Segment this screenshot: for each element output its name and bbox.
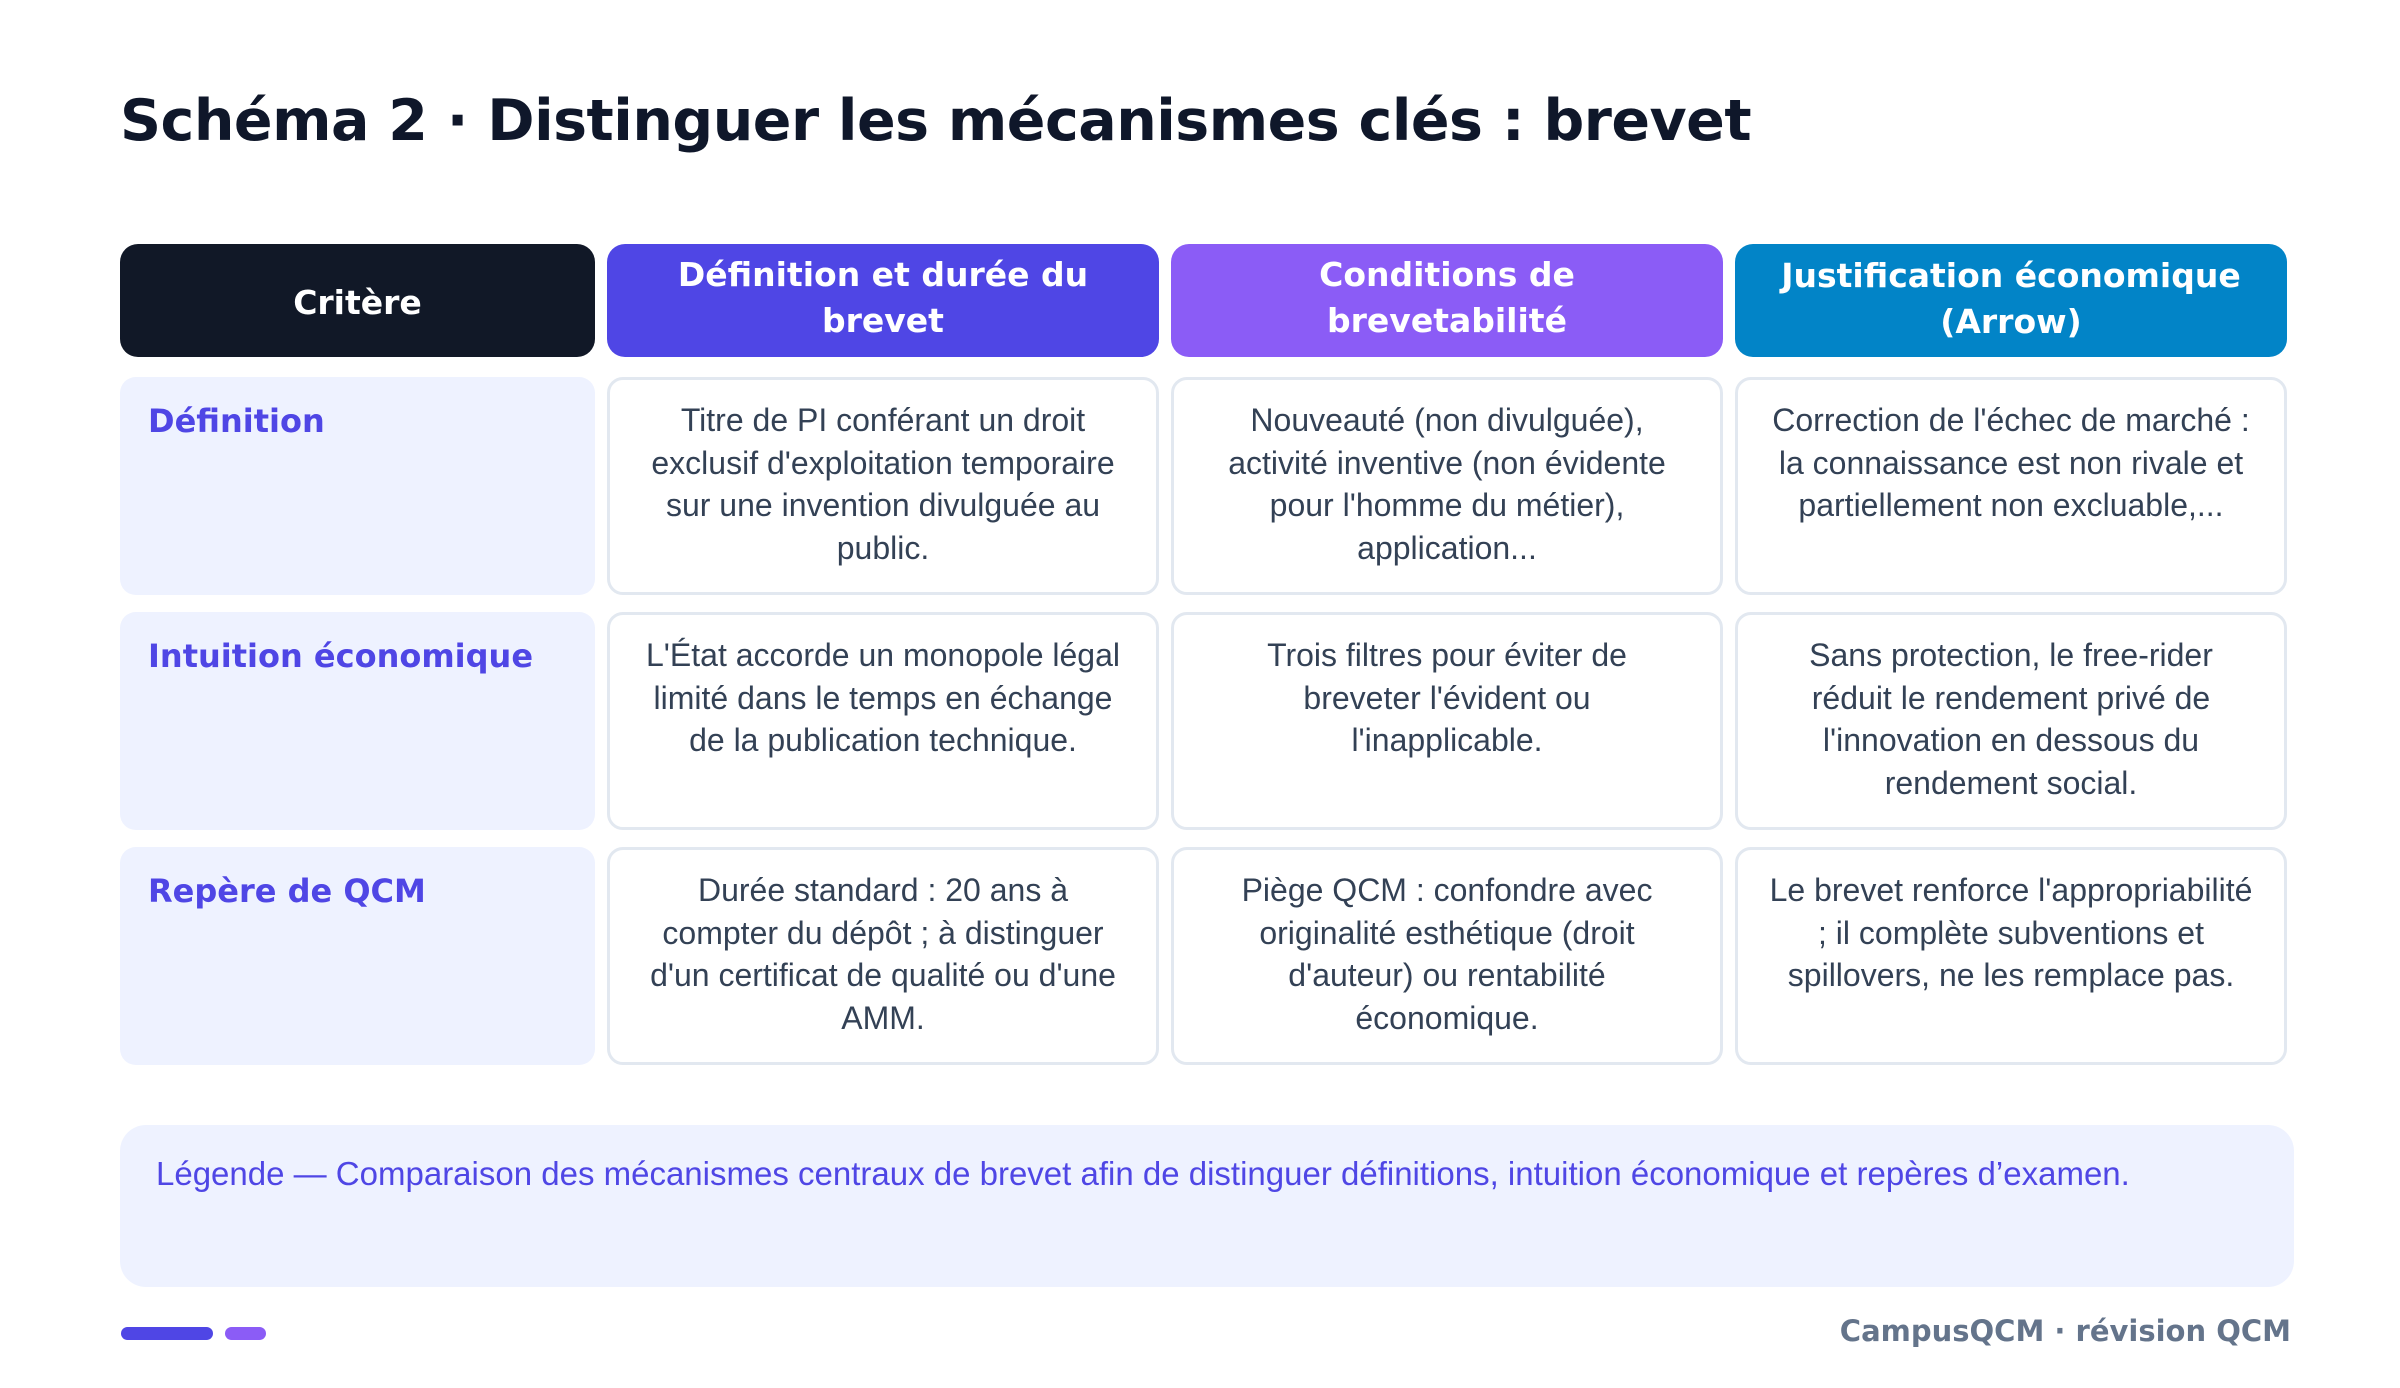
footer-brand: CampusQCM · révision QCM (1839, 1314, 2291, 1348)
table-cell: Correction de l'échec de marché : la connaissance est non rivale et partiellement non excluable,... (1735, 377, 2287, 595)
legend-text: Légende — Comparaison des mécanismes centraux de brevet afin de distinguer définitions, intuition économique et repères d’examen. (156, 1155, 2130, 1192)
page-title: Schéma 2 · Distinguer les mécanismes clés : brevet (120, 88, 1752, 154)
header-economic-justification: Justification économique (Arrow) (1735, 244, 2287, 357)
table-cell: Trois filtres pour éviter de breveter l'évident ou l'inapplicable. (1171, 612, 1723, 830)
table-cell: Sans protection, le free-rider réduit le rendement privé de l'innovation en dessous du rendement social. (1735, 612, 2287, 830)
table-cell: Durée standard : 20 ans à compter du dépôt ; à distinguer d'un certificat de qualité ou d'une AMM. (607, 847, 1159, 1065)
table-cell: Piège QCM : confondre avec originalité esthétique (droit d'auteur) ou rentabilité économique. (1171, 847, 1723, 1065)
table-cell: Titre de PI conférant un droit exclusif d'exploitation temporaire sur une invention divulguée au public. (607, 377, 1159, 595)
decorative-pill-indigo (121, 1327, 213, 1340)
legend-box (120, 1125, 2294, 1287)
header-definition-duration: Définition et durée du brevet (607, 244, 1159, 357)
table-cell: L'État accorde un monopole légal limité dans le temps en échange de la publication technique. (607, 612, 1159, 830)
comparison-table (120, 244, 2286, 1065)
table-cell: Le brevet renforce l'appropriabilité ; il complète subventions et spillovers, ne les remplace pas. (1735, 847, 2287, 1065)
table-cell: Nouveauté (non divulguée), activité inventive (non évidente pour l'homme du métier), application... (1171, 377, 1723, 595)
row-label-economic-intuition: Intuition économique (120, 612, 595, 830)
row-label-qcm-marker: Repère de QCM (120, 847, 595, 1065)
decorative-pill-violet (225, 1327, 266, 1340)
header-patentability-conditions: Conditions de brevetabilité (1171, 244, 1723, 357)
header-criterion: Critère (120, 244, 595, 357)
row-label-definition: Définition (120, 377, 595, 595)
